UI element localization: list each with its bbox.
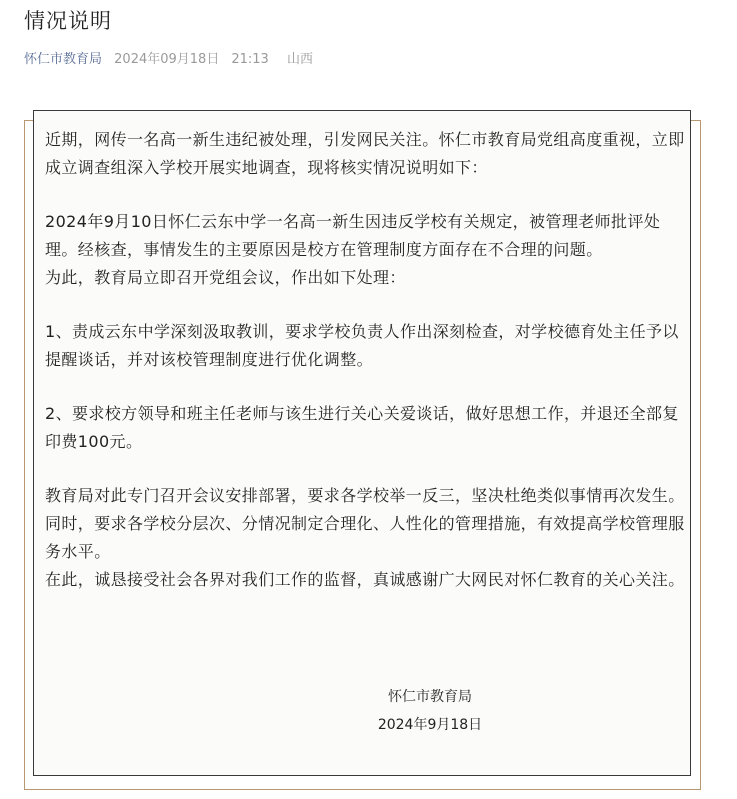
page-title: 情况说明 bbox=[24, 9, 112, 33]
paragraph-deployment: 教育局对此专门召开会议安排部署，要求各学校举一反三，坚决杜绝类似事情再次发生。同时，要求各学校分层次、分情况制定合理化、人性化的管理措施，有效提高学校管理服务水平。 bbox=[45, 486, 685, 561]
signature-date: 2024年9月18日 bbox=[377, 717, 483, 733]
publish-date: 2024年09月18日 bbox=[114, 52, 220, 67]
signature-org: 怀仁市教育局 bbox=[388, 689, 472, 705]
paragraph-measure-2: 2、要求校方领导和班主任老师与该生进行关心关爱谈话，做好思想工作，并退还全部复印费100元。 bbox=[45, 404, 679, 451]
paragraph-closing: 在此，诚恳接受社会各界对我们工作的监督，真诚感谢广大网民对怀仁教育的关心关注。 bbox=[45, 570, 685, 589]
signature-block bbox=[340, 684, 520, 740]
paragraph-incident: 2024年9月10日怀仁云东中学一名高一新生因违反学校有关规定，被管理老师批评处理。经核查，事情发生的主要原因是校方在管理制度方面存在不合理的问题。 bbox=[45, 212, 661, 259]
author-link[interactable]: 怀仁市教育局 bbox=[24, 52, 103, 67]
notice-body bbox=[45, 126, 685, 620]
paragraph-measure-1: 1、责成云东中学深刻汲取教训，要求学校负责人作出深刻检查，对学校德育处主任予以提醒谈话，并对该校管理制度进行优化调整。 bbox=[45, 322, 679, 369]
article-meta bbox=[24, 50, 321, 70]
publish-time: 21:13 bbox=[231, 52, 269, 67]
publish-location: 山西 bbox=[286, 52, 313, 67]
paragraph-intro: 近期，网传一名高一新生违纪被处理，引发网民关注。怀仁市教育局党组高度重视，立即成立调查组深入学校开展实地调查，现将核实情况说明如下： bbox=[45, 130, 685, 177]
paragraph-response: 为此，教育局立即召开党组会议，作出如下处理： bbox=[45, 268, 406, 287]
